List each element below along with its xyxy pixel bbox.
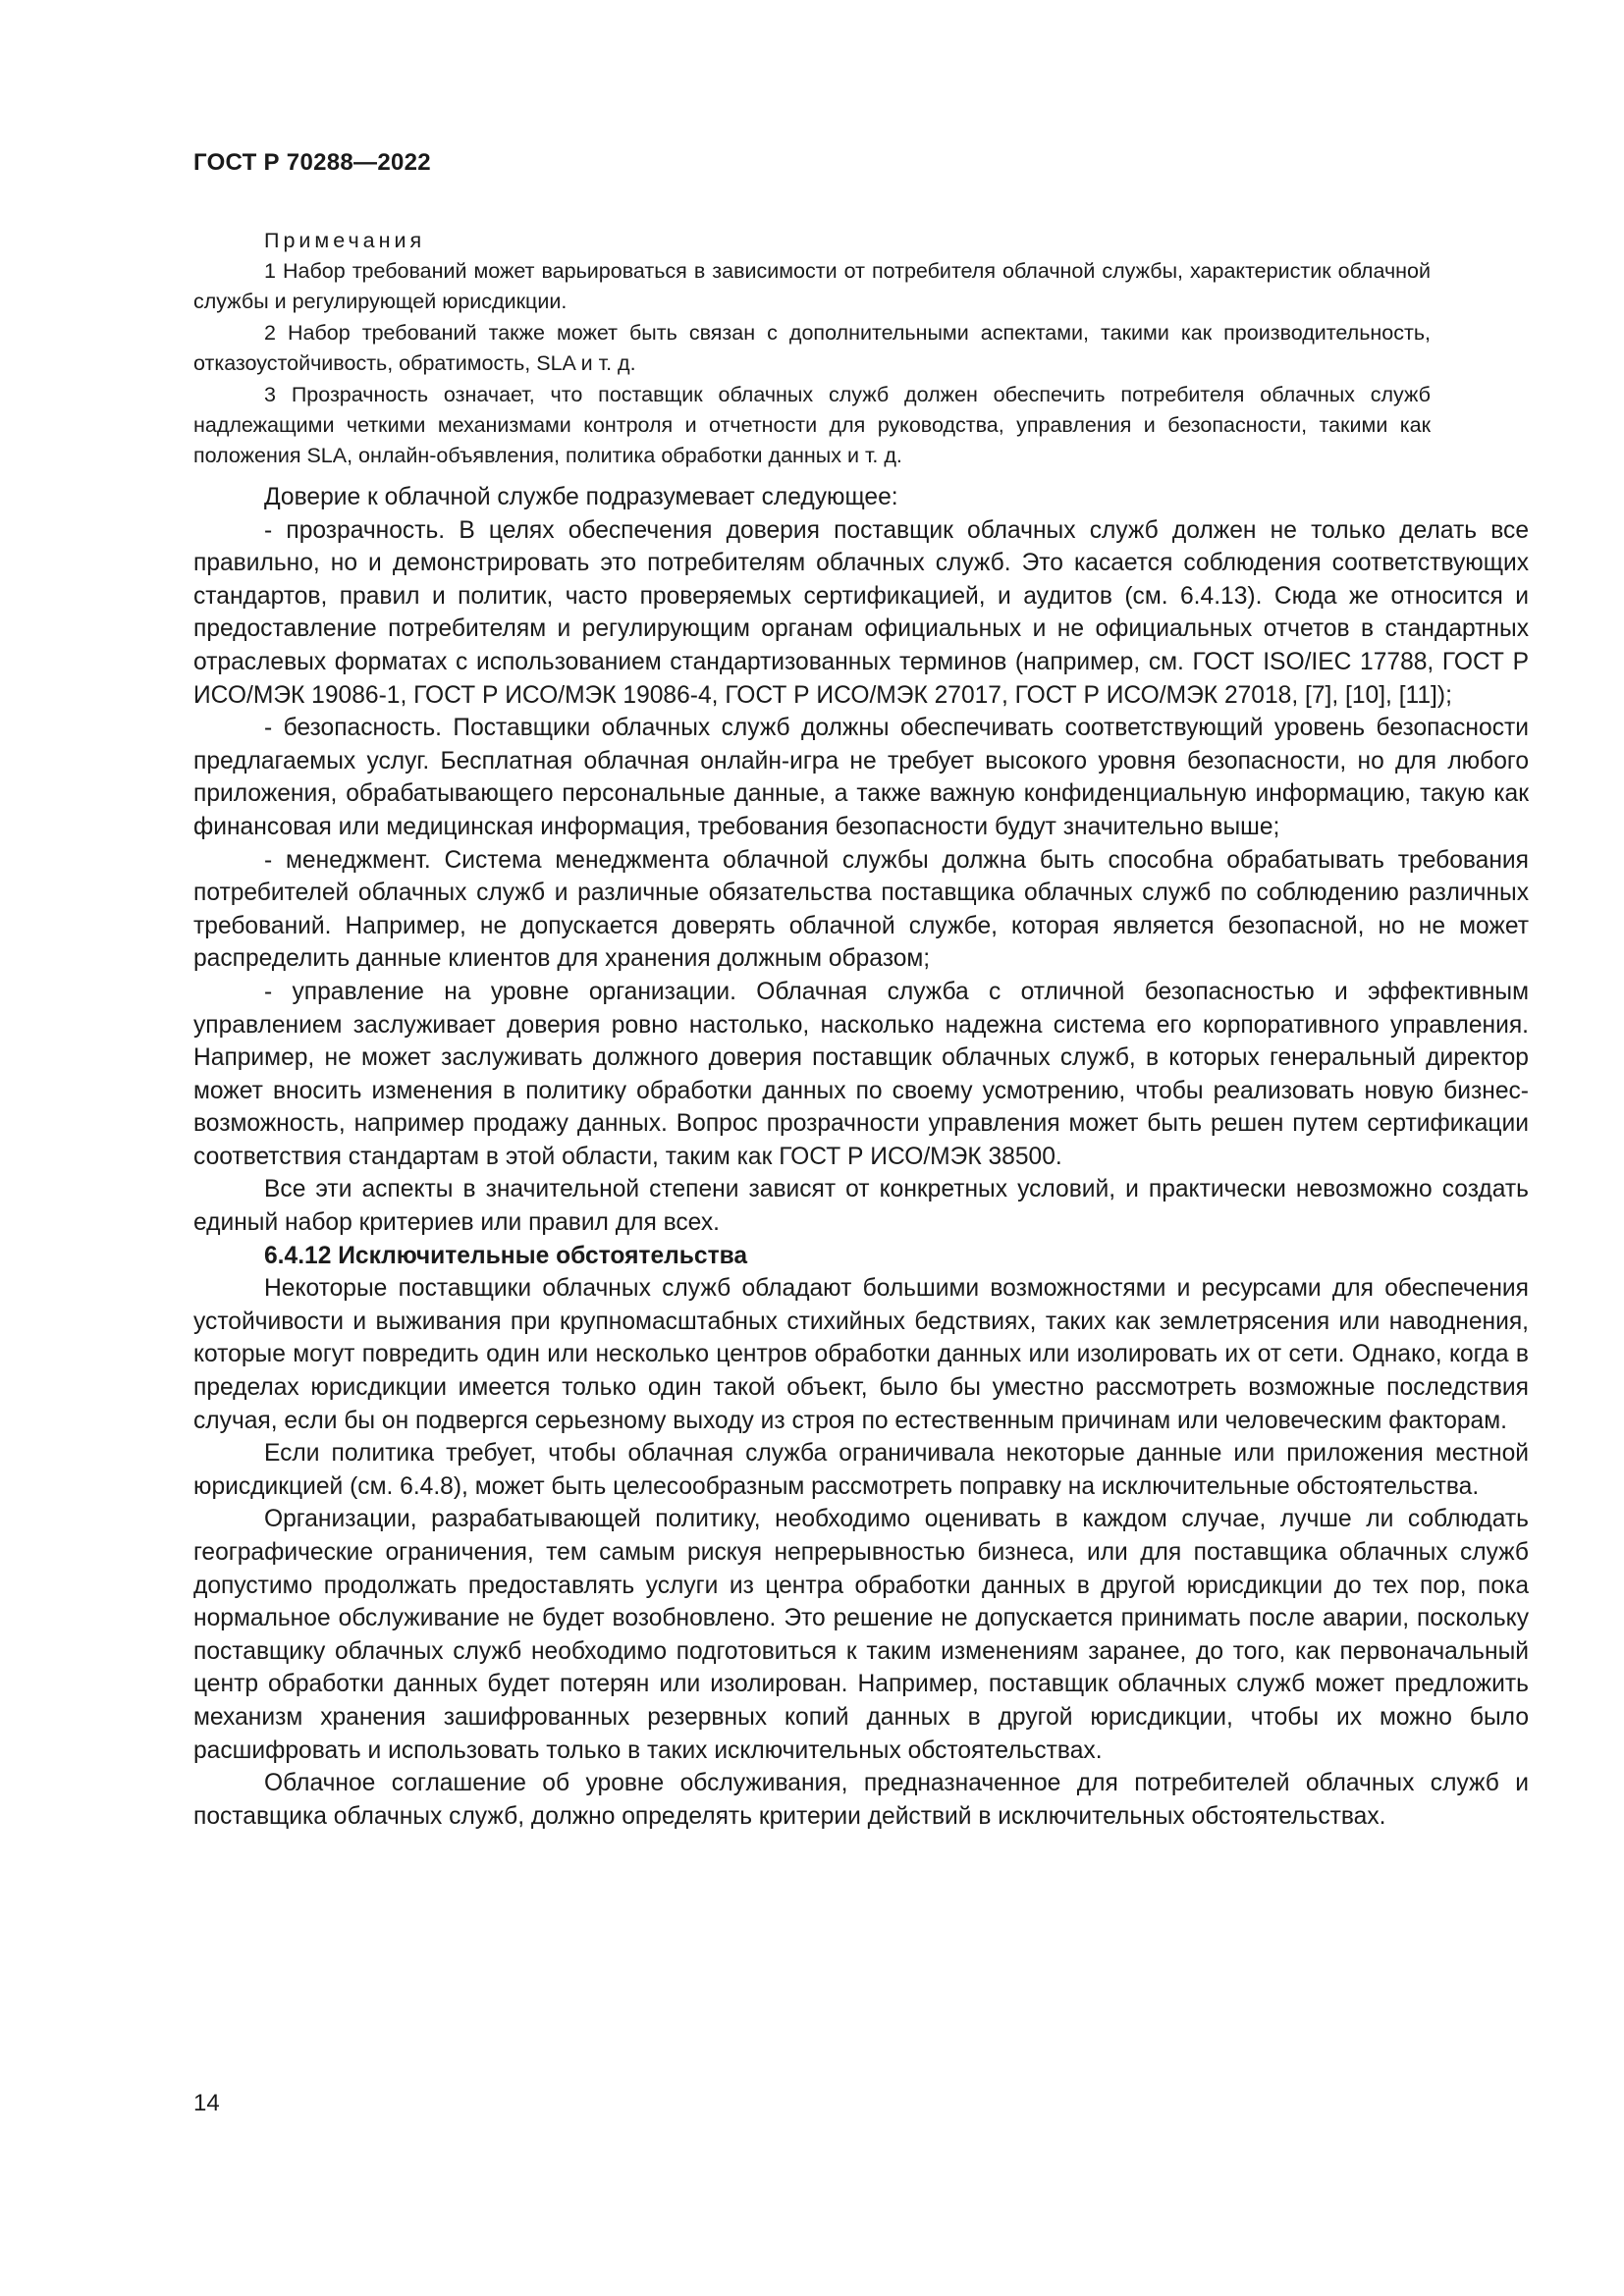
paragraph: Организации, разрабатывающей политику, необходимо оценивать в каждом случае, лучше ли соблюдать географические ограничения, тем самым рискуя непрерывностью бизнеса, или для поставщика облачных служб допустимо продолжать предоставлять услуги из центра обработки данных в другой юрисдикции до тех пор, пока нормальное обслуживание не будет возобновлено. Это решение не допускается принимать после аварии, поскольку поставщику облачных служб необходимо подготовиться к таким изменениям заранее, до того, как первоначальный центр обработки данных будет потерян или изолирован. Например, поставщик облачных служб может предложить механизм хранения зашифрованных резервных копий данных в другой юрисдикции, чтобы их можно было расшифровать и использовать только в таких исключительных обстоятельствах. <box>193 1506 1529 1764</box>
paragraph: Все эти аспекты в значительной степени зависят от конкретных условий, и практически невозможно создать единый набор критериев или правил для всех. <box>193 1176 1529 1237</box>
section-heading: 6.4.12 Исключительные обстоятельства <box>264 1242 748 1269</box>
paragraph: Если политика требует, чтобы облачная служба ограничивала некоторые данные или приложения местной юрисдикцией (см. 6.4.8), может быть целесообразным рассмотреть поправку на исключительные обстоятельства. <box>193 1440 1529 1500</box>
paragraph: - управление на уровне организации. Облачная служба с отличной безопасностью и эффективным управлением заслуживает доверия ровно настолько, насколько надежна система его корпоративного управления. Например, не может заслуживать должного доверия поставщик облачных служб, в которых генеральный директор может вносить изменения в политику обработки данных по своему усмотрению, чтобы реализовать новую бизнес-возможность, например продажу данных. Вопрос прозрачности управления может быть решен путем сертификации соответствия стандартам в этой области, таким как ГОСТ Р ИСО/МЭК 38500. <box>193 978 1529 1170</box>
paragraph: - безопасность. Поставщики облачных служб должны обеспечивать соответствующий уровень безопасности предлагаемых услуг. Бесплатная облачная онлайн-игра не требует высокого уровня безопасности, но для любого приложения, обрабатывающего персональные данные, а также важную конфиденциальную информацию, такую как финансовая или медицинская информация, требования безопасности будут значительно выше; <box>193 715 1529 840</box>
paragraph: Некоторые поставщики облачных служб обладают большими возможностями и ресурсами для обеспечения устойчивости и выживания при крупномасштабных стихийных бедствиях, таких как землетрясения или наводнения, которые могут повредить один или несколько центров обработки данных или изолировать их от сети. Однако, когда в пределах юрисдикции имеется только один такой объект, было бы уместно рассмотреть возможные последствия случая, если бы он подвергся серьезному выходу из строя по естественным причинам или человеческим факторам. <box>193 1275 1529 1434</box>
paragraph: - прозрачность. В целях обеспечения доверия поставщик облачных служб должен не только делать все правильно, но и демонстрировать это потребителям облачных служб. Это касается соблюдения соответствующих стандартов, правил и политик, часто проверяемых сертификацией, и аудитов (см. 6.4.13). Сюда же относится и предоставление потребителям и регулирующим органам официальных и не официальных отчетов в стандартных отраслевых форматах с использованием стандартизованных терминов (например, см. ГОСТ ISO/IEC 17788, ГОСТ Р ИСО/МЭК 19086-1, ГОСТ Р ИСО/МЭК 19086-4, ГОСТ Р ИСО/МЭК 27017, ГОСТ Р ИСО/МЭК 27018, [7], [10], [11]); <box>193 516 1529 709</box>
main-text <box>193 481 1529 1833</box>
note-item: 1 Набор требований может варьироваться в зависимости от потребителя облачной службы, характеристик облачной службы и регулирующей юрисдикции. <box>193 259 1431 313</box>
note-item: 3 Прозрачность означает, что поставщик облачных служб должен обеспечить потребителя облачных служб надлежащими четкими механизмами контроля и отчетности для руководства, управления и безопасности, такими как положения SLA, онлайн-объявления, политика обработки данных и т. д. <box>193 383 1431 467</box>
paragraph: - менеджмент. Система менеджмента облачной службы должна быть способна обрабатывать требования потребителей облачных служб и различные обязательства поставщика облачных служб по соблюдению различных требований. Например, не допускается доверять облачной службе, которая является безопасной, но не может распределить данные клиентов для хранения должным образом; <box>193 846 1529 973</box>
notes-block <box>193 226 1431 472</box>
notes-title: Примечания <box>264 229 426 252</box>
document-header: ГОСТ Р 70288—2022 <box>193 149 431 176</box>
note-item: 2 Набор требований также может быть связан с дополнительными аспектами, такими как производительность, отказоустойчивость, обратимость, SLA и т. д. <box>193 321 1431 375</box>
paragraph: Доверие к облачной службе подразумевает следующее: <box>264 484 898 510</box>
page-number: 14 <box>193 2090 220 2116</box>
paragraph: Облачное соглашение об уровне обслуживания, предназначенное для потребителей облачных служб и поставщика облачных служб, должно определять критерии действий в исключительных обстоятельствах. <box>193 1770 1529 1830</box>
